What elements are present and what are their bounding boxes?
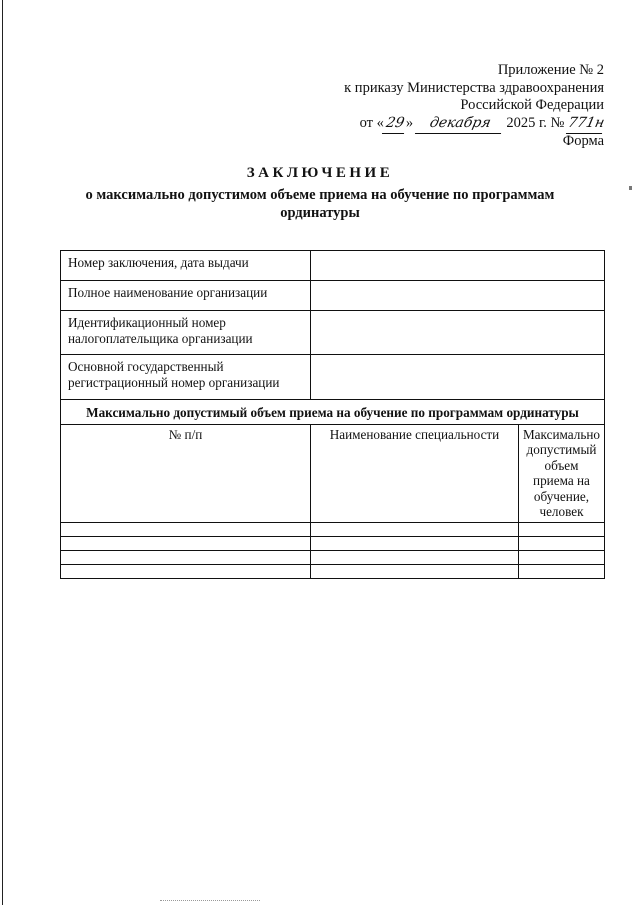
document-subtitle: о максимально допустимом объеме приема на обучение по программам ординатуры [85, 187, 555, 221]
table-cell[interactable] [311, 550, 519, 564]
info-row [61, 311, 605, 355]
info-value-field[interactable] [311, 355, 605, 400]
quota-column-headers [61, 424, 605, 522]
info-row [61, 355, 605, 400]
table-row [61, 522, 605, 536]
document-title: ЗАКЛЮЧЕНИЕ [246, 165, 394, 181]
order-number-handwritten: 771н [566, 115, 606, 134]
ministry-country: Российской Федерации [460, 97, 604, 113]
table-cell[interactable] [518, 550, 604, 564]
table-cell[interactable] [311, 564, 519, 578]
table-row [61, 536, 605, 550]
appendix-number: Приложение № 2 [497, 62, 604, 78]
info-label: Идентификационный номер налогоплательщика организации [61, 311, 311, 355]
table-cell[interactable] [61, 550, 311, 564]
page-left-edge [2, 0, 3, 905]
table-cell[interactable] [61, 536, 311, 550]
date-day-handwritten: 29 [382, 115, 408, 134]
order-date-line [344, 115, 604, 134]
document-title-block [0, 165, 640, 222]
table-cell[interactable] [311, 536, 519, 550]
table-cell[interactable] [518, 564, 604, 578]
scan-mark [629, 186, 632, 190]
table-cell[interactable] [61, 522, 311, 536]
table-row [61, 550, 605, 564]
column-specialty: Наименование специальности [311, 424, 519, 522]
approval-header [344, 62, 604, 151]
date-year: 2025 г. № [506, 114, 565, 131]
table-row [61, 564, 605, 578]
info-value-field[interactable] [311, 311, 605, 355]
info-value-field[interactable] [311, 281, 605, 311]
scan-artifact-line [160, 900, 260, 901]
column-max-admission: Максимально допустимый объем приема на обучение, человек [518, 424, 604, 522]
quota-section-header [61, 400, 605, 425]
table-cell[interactable] [518, 536, 604, 550]
info-value-field[interactable] [311, 251, 605, 281]
info-row [61, 281, 605, 311]
form-label: Форма [562, 133, 604, 149]
table-cell[interactable] [311, 522, 519, 536]
quota-section-title: Максимально допустимый объем приема на обучение по программам ординатуры [61, 400, 605, 425]
date-prefix: от « [359, 114, 384, 131]
info-label: Полное наименование организации [61, 281, 311, 311]
column-number: № п/п [61, 424, 311, 522]
date-mid: » [405, 114, 414, 131]
info-label: Основной государственный регистрационный номер организации [61, 355, 311, 400]
info-label: Номер заключения, дата выдачи [61, 251, 311, 281]
date-month-handwritten: декабря [415, 115, 505, 134]
table-cell[interactable] [518, 522, 604, 536]
table-cell[interactable] [61, 564, 311, 578]
info-row [61, 251, 605, 281]
order-reference: к приказу Министерства здравоохранения [344, 79, 604, 96]
conclusion-form-table [60, 250, 605, 579]
